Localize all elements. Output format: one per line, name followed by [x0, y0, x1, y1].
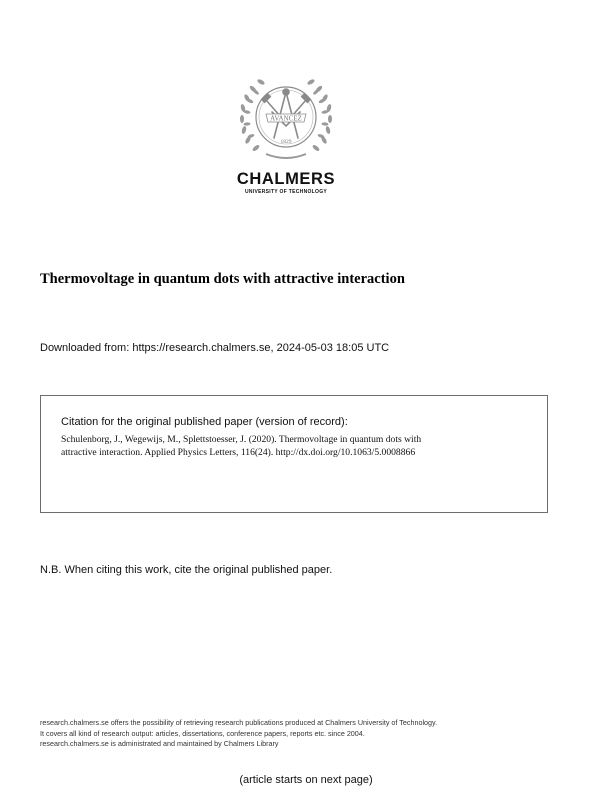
chalmers-wordmark	[206, 170, 366, 196]
citation-line-1: Schulenborg, J., Wegewijs, M., Splettstoesser, J. (2020). Thermovoltage in quantum dots with	[61, 434, 422, 445]
citation-reference	[61, 433, 531, 459]
downloaded-from-line: Downloaded from: https://research.chalmers.se, 2024-05-03 18:05 UTC	[40, 342, 390, 354]
citation-box	[40, 395, 548, 513]
footer-line-3: research.chalmers.se is administrated and maintained by Chalmers Library	[40, 739, 279, 748]
seal-graphic	[236, 70, 336, 162]
footer-line-2: It covers all kind of research output: articles, dissertations, conference papers, reports etc. since 2004.	[40, 728, 365, 738]
paper-title: Thermovoltage in quantum dots with attractive interaction	[40, 271, 405, 287]
footer-text	[40, 718, 580, 750]
seal-year: 1829	[280, 139, 292, 145]
next-page-note: (article starts on next page)	[239, 774, 373, 786]
citation-heading: Citation for the original published paper (version of record):	[61, 416, 348, 428]
university-name: CHALMERS	[236, 170, 336, 188]
citation-line-2: attractive interaction. Applied Physics Letters, 116(24). http://dx.doi.org/10.1063/5.0008866	[61, 447, 416, 458]
footer-line-1: research.chalmers.se offers the possibility of retrieving research publications produced at Chalmers University of Technology.	[40, 718, 438, 727]
university-subtitle: UNIVERSITY OF TECHNOLOGY	[244, 189, 328, 195]
chalmers-seal-logo	[236, 70, 336, 162]
citation-note: N.B. When citing this work, cite the original published paper.	[40, 564, 333, 576]
seal-motto: AVANCEZ	[270, 114, 302, 123]
